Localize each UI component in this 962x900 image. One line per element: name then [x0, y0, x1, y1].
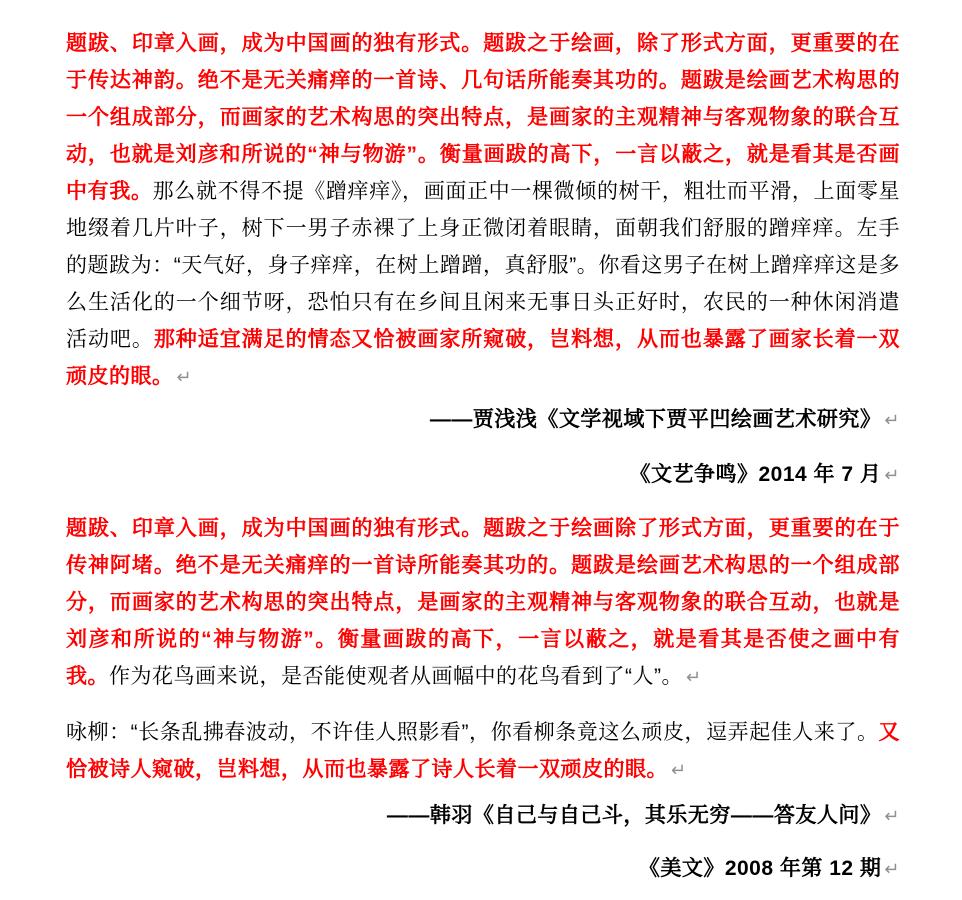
attribution-han-author: [66, 797, 900, 835]
paragraph-han-excerpt-2: [66, 714, 900, 789]
attribution-jia-journal: [66, 456, 900, 494]
emphasis-text: 那种适宜满足的情态又恰被画家所窥破，岂料想，从而也暴露了画家长着一双顽皮的眼。: [66, 328, 901, 388]
attribution-text: ——韩羽《自己与自己斗，其乐无穷——答友人问》: [386, 804, 882, 827]
paragraph-jia-excerpt: [66, 25, 900, 396]
paragraph-mark-icon: ↵: [884, 806, 900, 826]
attribution-jia-author: [66, 401, 900, 439]
attribution-text: 《美文》2008 年第 12 期: [638, 857, 882, 880]
paragraph-mark-icon: ↵: [176, 367, 193, 387]
emphasis-text: 题跋、印章入画，成为中国画的独有形式。题跋之于绘画，除了形式方面，更重要的在于传达神韵。绝不是无关痛痒的一首诗、几句话所能奏其功的。题跋是绘画艺术构思的一个组成部分，而画家的艺术构思的突出特点，是画家的主观精神与客观物象的联合互动，也就是刘彦和所说的“神与物游”。衡量画跋的高下，一言以蔽之，就是看其是否画中有我。: [66, 32, 900, 203]
emphasis-text: 又恰被诗人窥破，岂料想，从而也暴露了诗人长着一双顽皮的眼。: [66, 721, 900, 781]
paragraph-mark-icon: ↵: [884, 410, 900, 430]
paragraph-han-excerpt-1: [66, 510, 900, 696]
body-text: 那么就不得不提《蹭痒痒》，画面正中一棵微倾的树干，粗壮而平滑，上面零星地缀着几片叶子，树下一男子赤裸了上身正微闭着眼睛，面朝我们舒服的蹭痒痒。左手的题跋为：“天气好，身子痒痒，在树上蹭蹭，真舒服”。你看这男子在树上蹭痒痒这是多么生活化的一个细节呀，恐怕只有在乡间且闲来无事日头正好时，农民的一种休闲消遣活动吧。: [66, 180, 901, 351]
paragraph-mark-icon: ↵: [884, 465, 900, 485]
attribution-text: 《文艺争鸣》2014 年 7 月: [629, 463, 882, 486]
paragraph-mark-icon: ↵: [685, 667, 702, 687]
paragraph-mark-icon: ↵: [671, 760, 687, 780]
emphasis-text: 题跋、印章入画，成为中国画的独有形式。题跋之于绘画除了形式方面，更重要的在于传神阿堵。绝不是无关痛痒的一首诗所能奏其功的。题跋是绘画艺术构思的一个组成部分，而画家的艺术构思的突出特点，是画家的主观精神与客观物象的联合互动，也就是刘彦和所说的“神与物游”。衡量画跋的高下，一言以蔽之，就是看其是否使之画中有我。: [66, 517, 900, 688]
attribution-text: ——贾浅浅《文学视域下贾平凹绘画艺术研究》: [429, 408, 882, 431]
body-text: 作为花鸟画来说，是否能使观者从画幅中的花鸟看到了“人”。: [109, 665, 683, 688]
paragraph-mark-icon: ↵: [884, 859, 900, 879]
body-text: 咏柳：“长条乱拂春波动，不许佳人照影看”，你看柳条竟这么顽皮，逗弄起佳人来了。: [66, 721, 879, 744]
attribution-han-journal: [66, 850, 900, 888]
